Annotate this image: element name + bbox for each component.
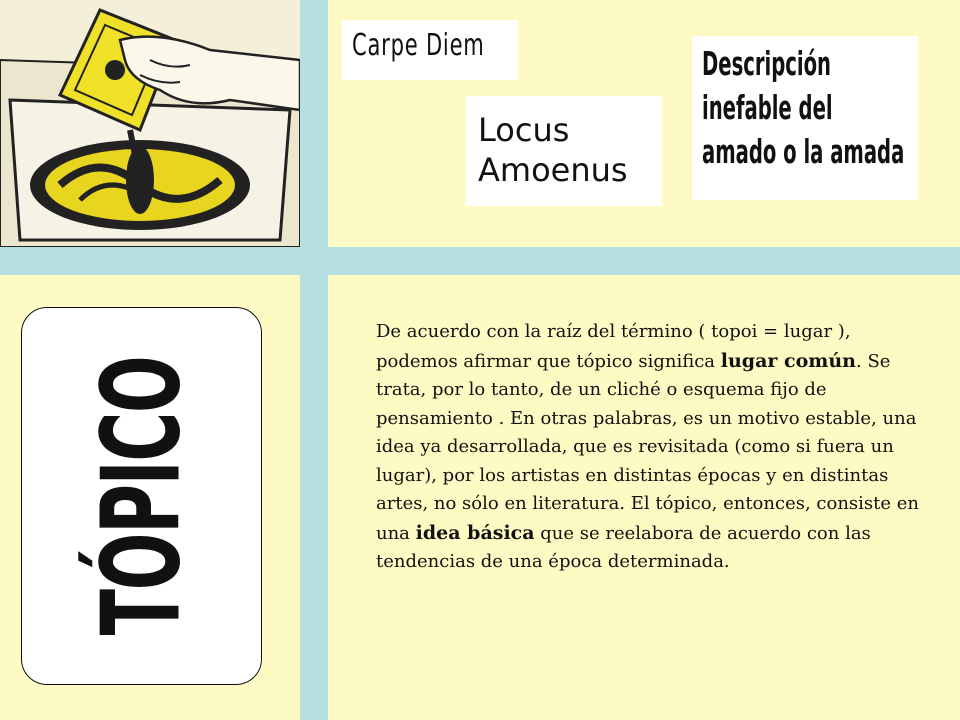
definition-part-2: . Se trata, por lo tanto, de un cliché o esquema fijo de pensamiento . En otras palabras, es un motivo estable, una idea ya desarrollada, que es revisitada (como si fuera un lugar), por los artistas en distintas épocas y en distintas artes, no sólo en literatura. El tópico, entonces, consiste en una (376, 350, 919, 544)
topico-title-card (21, 307, 262, 685)
descripcion-text: Descripción inefable del amado o la amada (702, 44, 905, 171)
pop-art-illustration (0, 0, 300, 247)
definition-bold-lugar-comun: lugar común (720, 349, 856, 372)
horizontal-divider-stripe (0, 247, 960, 275)
locus-amoenus-label (466, 96, 662, 206)
definition-part-1: De acuerdo con la raíz del término ( topoi = lugar ), podemos afirmar que tópico significa (376, 321, 851, 372)
vertical-divider-stripe (300, 0, 328, 720)
definition-part-3: que se reelabora de acuerdo con las tendencias de una época determinada. (376, 522, 871, 572)
descripcion-inefable-label (692, 36, 918, 200)
carpe-diem-label (342, 20, 518, 80)
definition-paragraph (376, 318, 920, 577)
page-title: TÓPICO (79, 356, 204, 636)
definition-bold-idea-basica: idea básica (415, 521, 535, 544)
locus-line2: Amoenus (478, 151, 628, 189)
locus-line1: Locus (478, 111, 570, 149)
carpe-diem-text: Carpe Diem (352, 28, 485, 63)
